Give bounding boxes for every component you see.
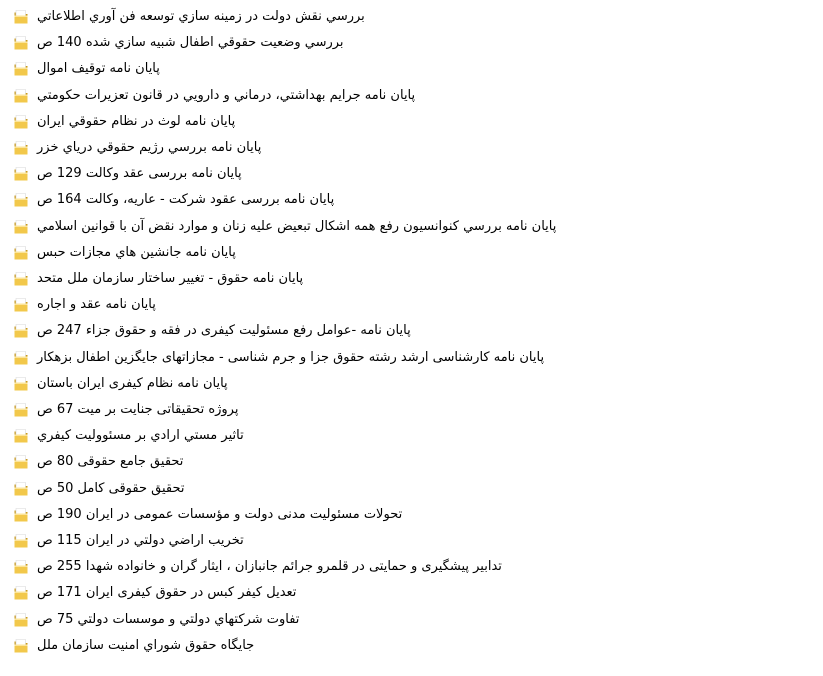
folder-icon <box>13 271 29 287</box>
folder-label: پایان نامه حقوق - تغییر ساختار سازمان ملل متحد <box>37 271 304 286</box>
folder-icon <box>13 585 29 601</box>
folder-label: تاثير مستي ارادي بر مسئووليت كيفري <box>37 428 244 444</box>
folder-icon <box>13 192 29 208</box>
folder-label: پایان نامه -عوامل رفع مسئولیت کیفری در فقه و حقوق جزاء 247 ص <box>37 323 411 339</box>
folder-label: تفاوت شركتهاي دولتي و موسسات دولتي 75 ص <box>37 611 300 627</box>
folder-icon <box>13 376 29 392</box>
folder-item[interactable] <box>13 451 183 473</box>
folder-icon <box>13 533 29 549</box>
folder-item[interactable] <box>13 582 296 604</box>
folder-icon <box>13 350 29 366</box>
folder-label: پایان نامه توقیف اموال <box>37 61 160 77</box>
folder-item[interactable] <box>13 294 156 316</box>
folder-label: پايان نامه عقد و اجاره <box>37 297 156 313</box>
folder-icon <box>13 507 29 523</box>
folder-label: پايان نامه لوث در نظام حقوقي ايران <box>37 113 236 129</box>
folder-label: جايگاه حقوق شوراي امنيت سازمان ملل <box>37 637 255 653</box>
folder-item[interactable] <box>13 6 365 28</box>
folder-icon <box>13 88 29 104</box>
folder-item[interactable] <box>13 320 411 342</box>
folder-icon <box>13 454 29 470</box>
folder-label: تحقیق جامع حقوقی 80 ص <box>37 454 184 470</box>
folder-icon <box>13 612 29 628</box>
folder-label: بررسي وضعيت حقوقي اطفال شبيه سازي شده 140 ص <box>37 35 344 51</box>
folder-label: پایان نامه کارشناسی ارشد رشته حقوق جزا و جرم شناسی - مجازاتهای جایگزین اطفال بزهکار <box>37 349 545 365</box>
folder-item[interactable] <box>13 163 242 185</box>
folder-item[interactable] <box>13 530 244 552</box>
folder-icon <box>13 114 29 130</box>
folder-label: تحولات مسئوليت مدنی دولت و مؤسسات عمومی در ايران 190 ص <box>37 506 403 522</box>
folder-icon <box>13 35 29 51</box>
folder-item[interactable] <box>13 399 238 421</box>
folder-label: پايان نامه بررسي كنوانسيون رفع همه اشكال تبعيض عليه زنان و موارد نقض آن با قوانين اسلامي <box>37 218 557 234</box>
folder-icon <box>13 61 29 77</box>
folder-label: تحقیق حقوقی کامل 50 ص <box>37 480 185 496</box>
folder-item[interactable] <box>13 111 235 133</box>
folder-icon <box>13 219 29 235</box>
folder-item[interactable] <box>13 504 402 526</box>
folder-label: پايان نامه جرايم بهداشتي، درماني و دارويي در قانون تعزيرات حكومتي <box>37 87 416 103</box>
folder-label: پايان نامه نظام کيفری ايران باستان <box>37 375 228 391</box>
folder-item[interactable] <box>13 216 556 238</box>
folder-item[interactable] <box>13 58 160 80</box>
folder-icon <box>13 428 29 444</box>
folder-label: تعديل کيفر کبس در حقوق کيفری ايران 171 ص <box>37 585 297 601</box>
folder-label: بررسي نقش دولت در زمينه سازي توسعه فن آوري اطلاعاتي <box>37 9 365 24</box>
folder-icon <box>13 323 29 339</box>
folder-icon <box>13 9 29 25</box>
folder-label: تدابير پيشگيری و حمايتی در قلمرو جرائم جانبازان ، ايثار گران و خانواده شهدا 255 ص <box>37 559 502 575</box>
folder-label: پروژه تحقیقاتی جنایت بر میت 67 ص <box>37 402 239 417</box>
folder-label: پايان نامه بررسی عقد وکالت 129 ص <box>37 166 242 182</box>
folder-label: پايان نامه بررسی عقود شرکت - عاريه، وکالت 164 ص <box>37 192 335 208</box>
folder-item[interactable] <box>13 425 244 447</box>
folder-item[interactable] <box>13 373 228 395</box>
folder-icon <box>13 140 29 156</box>
folder-item[interactable] <box>13 347 544 369</box>
folder-label: تخريب اراضي دولتي در ايران 115 ص <box>37 533 244 548</box>
folder-label: پايان نامه جانشين هاي مجازات حبس <box>37 244 236 260</box>
folder-item[interactable] <box>13 635 254 657</box>
folder-icon <box>13 166 29 182</box>
folder-item[interactable] <box>13 85 415 107</box>
folder-item[interactable] <box>13 242 236 264</box>
folder-item[interactable] <box>13 478 185 500</box>
folder-item[interactable] <box>13 268 303 290</box>
folder-item[interactable] <box>13 189 334 211</box>
folder-icon <box>13 245 29 261</box>
folder-icon <box>13 559 29 575</box>
folder-item[interactable] <box>13 137 261 159</box>
folder-icon <box>13 481 29 497</box>
folder-item[interactable] <box>13 556 502 578</box>
folder-icon <box>13 297 29 313</box>
folder-label: پايان نامه بررسي رژيم حقوقي درياي خزر <box>37 140 262 155</box>
folder-item[interactable] <box>13 32 344 54</box>
folder-item[interactable] <box>13 609 299 631</box>
folder-icon <box>13 638 29 654</box>
folder-icon <box>13 402 29 418</box>
